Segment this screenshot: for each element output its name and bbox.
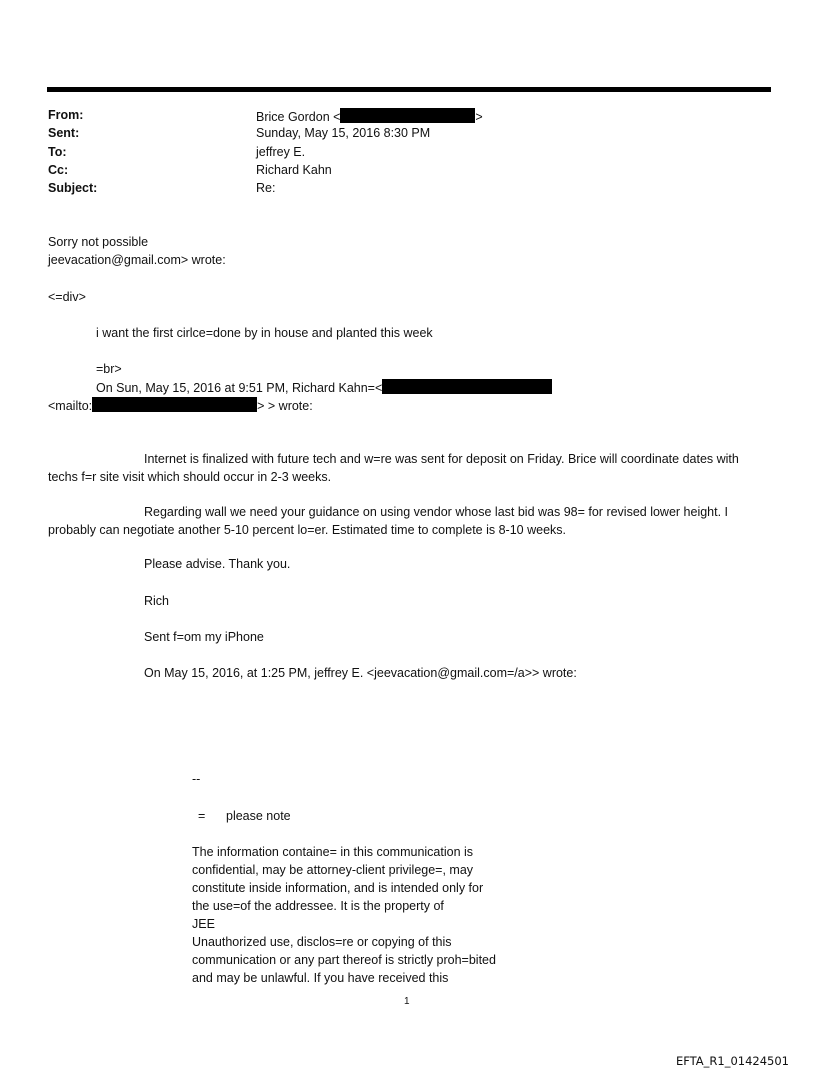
header-divider: [47, 87, 771, 92]
paragraph-internet: Internet is finalized with future tech and w=re was sent for deposit on Friday. Brice will coordinate dates with techs f=r site visit which should occur in 2-3 weeks.: [48, 452, 739, 484]
cc-label: Cc:: [48, 163, 69, 177]
on-sun-text: On Sun, May 15, 2016 at 9:51 PM, Richard Kahn=<: [96, 381, 383, 395]
document-id: EFTA_R1_01424501: [675, 1054, 789, 1068]
disclaimer-line: the use=of the addressee. It is the property of: [192, 899, 444, 913]
disclaimer-line: communication or any part thereof is strictly proh=bited: [192, 953, 496, 967]
note-bullet: =: [198, 809, 206, 823]
redaction-box: [340, 108, 475, 123]
from-name: Brice Gordon <: [256, 110, 341, 124]
from-value: [256, 108, 483, 124]
div-tag-line: <=div>: [48, 290, 86, 304]
signature-dashes: --: [192, 772, 201, 786]
redaction-box: [382, 379, 552, 394]
quoted-instruction: i want the first cirlce=done by in house and planted this week: [96, 326, 433, 340]
from-label: From:: [48, 108, 84, 122]
disclaimer-line: The information containe= in this communication is: [192, 845, 474, 859]
disclaimer-line: and may be unlawful. If you have received this: [192, 971, 449, 985]
from-close: >: [475, 110, 483, 124]
reply-text: Sorry not possible: [48, 235, 149, 249]
sent-from-iphone: Sent f=om my iPhone: [144, 630, 264, 644]
br-tag-line: =br>: [96, 362, 122, 376]
mailto-prefix: <mailto:: [48, 399, 93, 413]
please-note: please note: [226, 809, 291, 823]
page-number: 1: [404, 996, 410, 1007]
to-label: To:: [48, 145, 67, 159]
on-sun-line: [96, 379, 552, 395]
quoted-sender-line: jeevacation@gmail.com> wrote:: [48, 253, 226, 267]
paragraph-wall: Regarding wall we need your guidance on using vendor whose last bid was 98= for revised lower height. I probably can negotiate another 5-10 percent lo=er. Estimated time to complete is 8-10 weeks.: [48, 505, 729, 537]
disclaimer-line: confidential, may be attorney-client privilege=, may: [192, 863, 474, 877]
sent-value: Sunday, May 15, 2016 8:30 PM: [256, 126, 431, 140]
redaction-box: [92, 397, 257, 412]
disclaimer-line: JEE: [192, 917, 215, 931]
please-advise: Please advise. Thank you.: [144, 557, 291, 571]
subject-value: Re:: [256, 181, 276, 195]
cc-value: Richard Kahn: [256, 163, 332, 177]
to-value: jeffrey E.: [256, 145, 306, 159]
quoted-header-may15: On May 15, 2016, at 1:25 PM, jeffrey E. <jeevacation@gmail.com=/a>> wrote:: [144, 666, 577, 680]
subject-label: Subject:: [48, 181, 98, 195]
sent-label: Sent:: [48, 126, 80, 140]
disclaimer-line: Unauthorized use, disclos=re or copying of this: [192, 935, 452, 949]
mailto-line: [48, 397, 313, 413]
disclaimer-line: constitute inside information, and is intended only for: [192, 881, 484, 895]
mailto-suffix: > > wrote:: [257, 399, 313, 413]
signature-rich: Rich: [144, 594, 170, 608]
